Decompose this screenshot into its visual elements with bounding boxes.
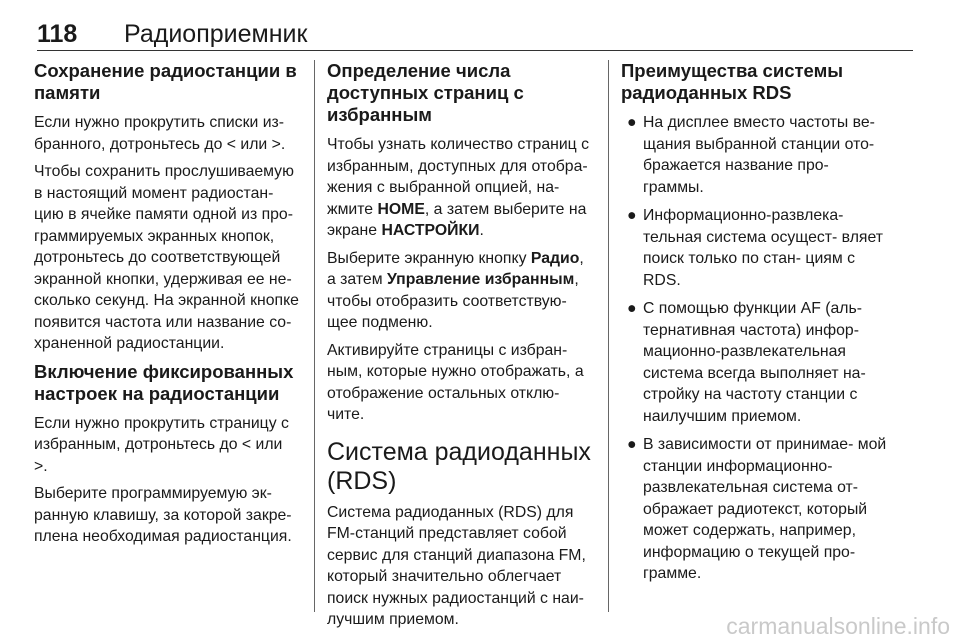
text-run: Выберите экранную кнопку xyxy=(327,249,531,267)
paragraph-pages-count xyxy=(327,134,595,242)
list-item-text: С помощью функции AF (аль- тернативная частота) инфор- мационно-развлекательная система всегда выполняет на- стройку на частоту станции с наилучшим приемом. xyxy=(643,300,866,425)
text-run: . xyxy=(479,222,484,239)
heading-rds-advantages: Преимущества системы радиоданных RDS xyxy=(621,60,844,103)
column-1 xyxy=(34,60,299,554)
paragraph-recall-select: Выберите программируемую эк- ранную клавишу, за которой закре- плена необходимая радиостанция. xyxy=(34,485,292,545)
paragraph-save-instructions: Чтобы сохранить прослушиваемую в настоящий момент радиостан- цию в ячейке памяти одной из про- граммируемых экранных кнопок, дотроньтесь до соответствующей экранной кнопки, удерживая ее не- сколько секунд. На экранной кнопке появится частота или название со- храненной радиостанции. xyxy=(34,163,299,352)
heading-favourite-pages: Определение числа доступных страниц с избранным xyxy=(327,60,524,125)
paragraph-rds: Система радиоданных (RDS) для FM-станций представляет собой сервис для станций диапазона FM, который значительно облегчает поиск нужных радиостанций с наи- лучшим приемом. xyxy=(327,503,586,628)
paragraph-save-scroll: Если нужно прокрутить списки из- бранного, дотроньтесь до < или >. xyxy=(34,114,286,153)
list-item-text: Информационно-развлека- тельная система осущест- вляет поиск только по стан- циям с RDS. xyxy=(643,207,883,289)
home-key-label: HOME xyxy=(377,200,425,218)
heading-save-station: Сохранение радиостанции в памяти xyxy=(34,60,297,103)
page-header xyxy=(37,20,917,50)
list-item xyxy=(621,434,889,585)
watermark: carmanualsonline.info xyxy=(726,613,950,639)
advantages-list xyxy=(621,112,889,585)
list-item xyxy=(621,205,889,291)
column-divider-2 xyxy=(608,60,609,612)
paragraph-pages-menu xyxy=(327,248,595,334)
bullet-icon: ● xyxy=(627,207,637,224)
heading-recall-station: Включение фиксированных настроек на радиостанции xyxy=(34,360,294,404)
text-run: , чтобы отобразить соответствую- щее подменю. xyxy=(327,271,579,331)
text-run: , а затем xyxy=(327,249,584,288)
list-item-text: На дисплее вместо частоты ве- щания выбранной станции ото- бражается название про- граммы. xyxy=(643,114,875,196)
column-divider-1 xyxy=(314,60,315,612)
list-item-text: В зависимости от принимае- мой станции информационно- развлекательная система от- ображает радиотекст, который может содержать, например, информацию о текущей про- грамме. xyxy=(643,436,887,582)
text-run: Чтобы узнать количество страниц с избранным, доступных для отобра- жения с выбранной опцией, на- жмите xyxy=(327,136,590,218)
radio-key-label: Радио xyxy=(530,249,580,267)
paragraph-pages-activate: Активируйте страницы с избран- ным, которые нужно отображать, а отображение остальных отклю- чите. xyxy=(327,341,584,423)
text-run: , а затем выберите на экране xyxy=(327,200,587,239)
page-number: 118 xyxy=(37,20,78,48)
column-2 xyxy=(327,60,595,637)
bullet-icon: ● xyxy=(627,300,637,317)
page-title: Радиоприемник xyxy=(124,20,308,48)
list-item xyxy=(621,112,889,198)
header-divider xyxy=(37,50,913,51)
manage-favourites-label: Управление избранным xyxy=(386,271,575,288)
paragraph-recall-scroll: Если нужно прокрутить страницу с избранным, дотроньтесь до < или >. xyxy=(34,414,289,475)
bullet-icon: ● xyxy=(627,114,637,131)
settings-key-label: НАСТРОЙКИ xyxy=(381,222,480,239)
list-item xyxy=(621,298,889,427)
column-3 xyxy=(621,60,889,592)
heading-rds: Система радиоданных (RDS) xyxy=(327,437,591,495)
bullet-icon: ● xyxy=(627,436,637,453)
